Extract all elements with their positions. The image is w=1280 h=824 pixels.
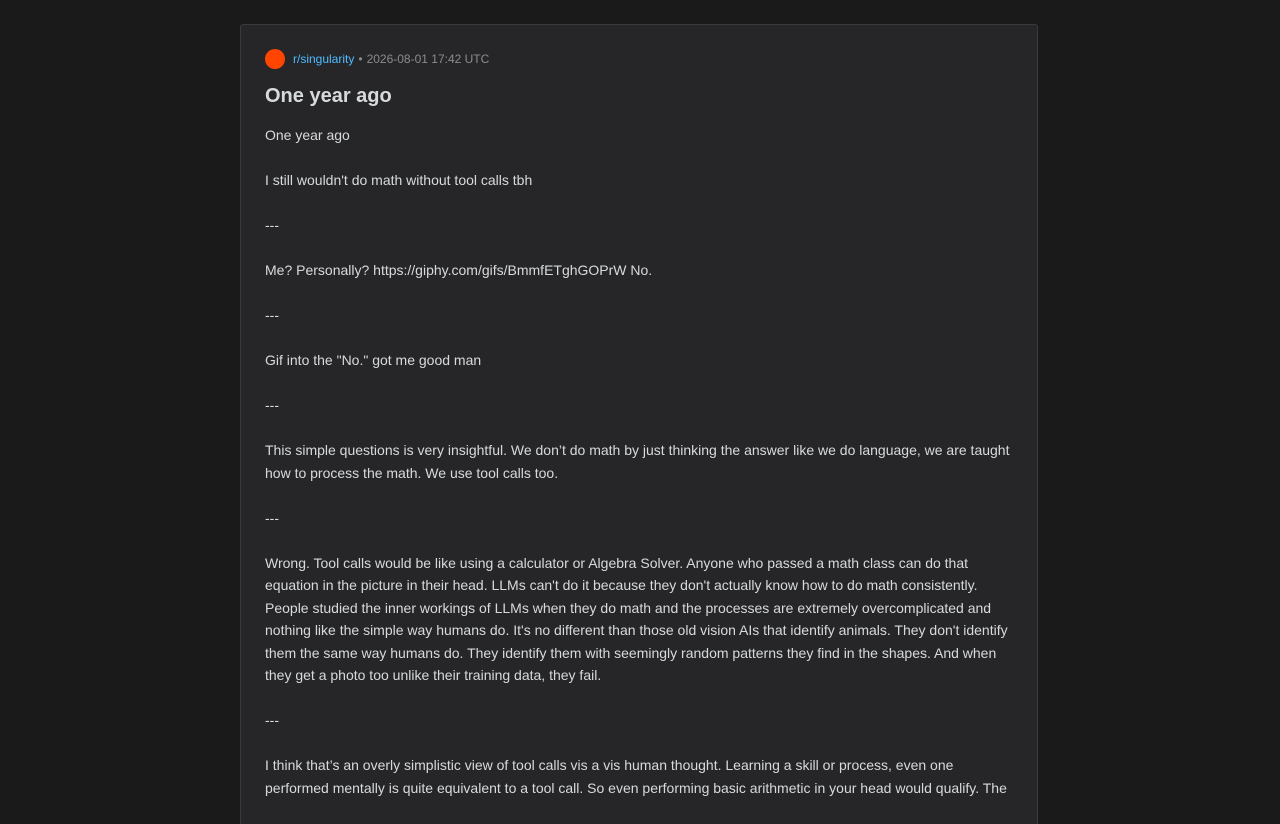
body-separator: --- [265,509,279,526]
body-paragraph: Gif into the "No." got me good man [265,352,482,368]
body-separator: --- [265,307,279,323]
body-paragraph: This simple questions is very insightful. We don’t do math by just thinking the answer like we do language, we are taught how to process the math. We use tool calls too. [265,442,1010,481]
subreddit-icon[interactable] [265,49,285,69]
body-paragraph: I still wouldn't do math without tool calls tbh [265,172,533,188]
post-meta [265,49,1013,69]
body-paragraph: I think that’s an overly simplistic view of tool calls vis a vis human thought. Learning a skill or process, even one performed mentally is quite equivalent to a tool call. So even performing basic arithmetic in your head would qualify. The [265,757,1007,796]
post-title[interactable]: One year ago [265,85,392,107]
body-separator: --- [265,712,279,728]
body-paragraph: Wrong. Tool calls would be like using a calculator or Algebra Solver. Anyone who passed a math class can do that equation in the picture in their head. LLMs can't do it because they don't actually know how to do math consistently. People studied the inner workings of LLMs when they do math and the processes are extremely overcomplicated and nothing like the simple way humans do. It's no different than those old vision AIs that identify animals. They don't identify them the same way humans do. They identify them with seemingly random patterns they find in the shapes. And when they get a photo too unlike their training data, they fail. [265,554,1008,683]
body-paragraph: One year ago [265,127,350,143]
body-separator: --- [265,397,279,413]
post-card [240,24,1038,824]
subreddit-link[interactable]: r/singularity [293,52,355,66]
post-body [265,124,1013,799]
meta-separator: • [358,52,363,66]
body-paragraph: Me? Personally? https://giphy.com/gifs/BmmfETghGOPrW No. [265,262,653,278]
post-timestamp: 2026-08-01 17:42 UTC [366,52,490,66]
body-separator: --- [265,217,279,233]
